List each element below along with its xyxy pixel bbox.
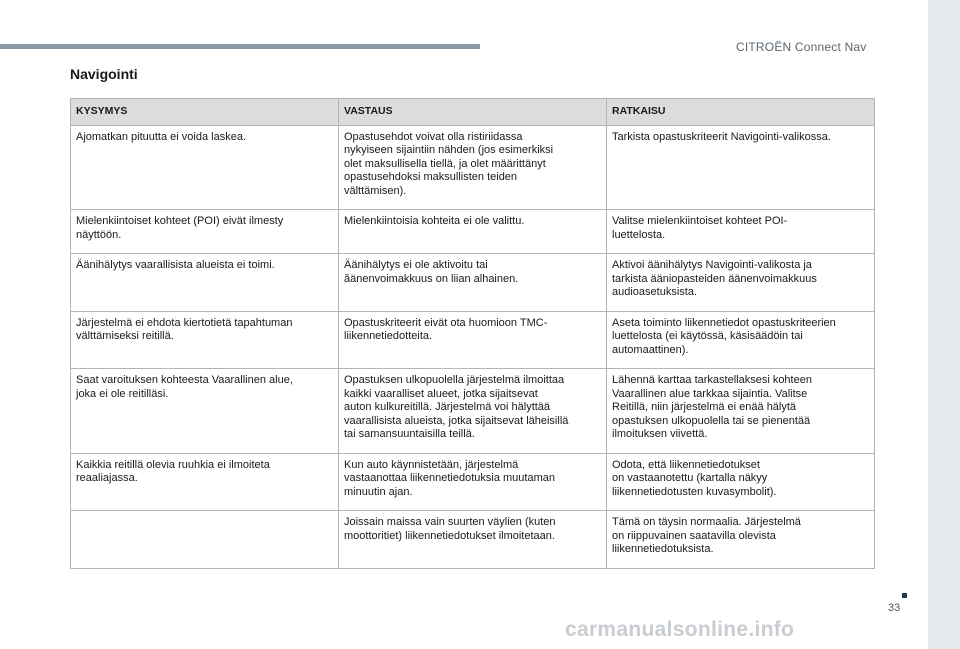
question-cell: Mielenkiintoiset kohteet (POI) eivät ilmesty näyttöön. [71, 210, 339, 254]
answer-cell: Mielenkiintoisia kohteita ei ole valittu. [339, 210, 607, 254]
table-header-row [71, 99, 875, 126]
header-accent-bar [0, 44, 480, 49]
answer-cell: Opastusehdot voivat olla ristiriidassa nykyiseen sijaintiin nähden (jos esimerkiksi olet maksullisella tiellä, ja olet määrittänyt opastusehdoksi maksullisten teiden välttämisen). [339, 125, 607, 210]
answer-cell: Joissain maissa vain suurten väylien (kuten moottoritiet) liikennetiedotukset ilmoitetaan. [339, 511, 607, 569]
solution-cell: Tarkista opastuskriteerit Navigointi-valikossa. [607, 125, 875, 210]
solution-cell: Aseta toiminto liikennetiedot opastuskriteerien luettelosta (ei käytössä, käsisäädöin tai automaattinen). [607, 311, 875, 369]
table-row [71, 511, 875, 569]
watermark-text: carmanualsonline.info [565, 618, 795, 641]
solution-cell: Tämä on täysin normaalia. Järjestelmä on riippuvainen saatavilla olevista liikennetiedotuksista. [607, 511, 875, 569]
page-marker-square [902, 593, 907, 598]
section-title: Navigointi [70, 66, 138, 82]
column-header-question: KYSYMYS [71, 99, 339, 126]
answer-cell: Opastuskriteerit eivät ota huomioon TMC- liikennetiedotteita. [339, 311, 607, 369]
column-header-answer: VASTAUS [339, 99, 607, 126]
question-cell: Kaikkia reitillä olevia ruuhkia ei ilmoiteta reaaliajassa. [71, 453, 339, 511]
table-row [71, 311, 875, 369]
page-side-strip [928, 0, 960, 649]
answer-cell: Opastuksen ulkopuolella järjestelmä ilmoittaa kaikki vaaralliset alueet, jotka sijaitsevat auton kulkureitillä. Järjestelmä voi hälyttää vaarallisista alueista, jotka sijaitsevat läheisillä tai samansuuntaisilla teillä. [339, 369, 607, 454]
solution-cell: Odota, että liikennetiedotukset on vastaanotettu (kartalla näkyy liikennetiedotusten kuvasymbolit). [607, 453, 875, 511]
brand-label: CITROËN Connect Nav [736, 40, 867, 54]
table-row [71, 254, 875, 312]
solution-cell: Valitse mielenkiintoiset kohteet POI- luettelosta. [607, 210, 875, 254]
column-header-solution: RATKAISU [607, 99, 875, 126]
question-cell: Äänihälytys vaarallisista alueista ei toimi. [71, 254, 339, 312]
solution-cell: Aktivoi äänihälytys Navigointi-valikosta ja tarkista ääniopasteiden äänenvoimakkuus audioasetuksista. [607, 254, 875, 312]
solution-cell: Lähennä karttaa tarkastellaksesi kohteen Vaarallinen alue tarkkaa sijaintia. Valitse Reitillä, niin järjestelmä ei enää hälytä opastuksen ulkopuolella tai se pienentää ilmoituksen viivettä. [607, 369, 875, 454]
page-number: 33 [888, 602, 901, 614]
question-cell: Saat varoituksen kohteesta Vaarallinen alue, joka ei ole reitilläsi. [71, 369, 339, 454]
question-cell-empty [71, 511, 339, 569]
table-row [71, 369, 875, 454]
answer-cell: Kun auto käynnistetään, järjestelmä vastaanottaa liikennetiedotuksia muutaman minuutin ajan. [339, 453, 607, 511]
question-cell: Järjestelmä ei ehdota kiertotietä tapahtuman välttämiseksi reitillä. [71, 311, 339, 369]
table-row [71, 210, 875, 254]
table-row [71, 125, 875, 210]
troubleshooting-table [70, 98, 875, 569]
answer-cell: Äänihälytys ei ole aktivoitu tai ăänenvoimakkuus on liian alhainen. [339, 254, 607, 312]
question-cell: Ajomatkan pituutta ei voida laskea. [71, 125, 339, 210]
table-row [71, 453, 875, 511]
